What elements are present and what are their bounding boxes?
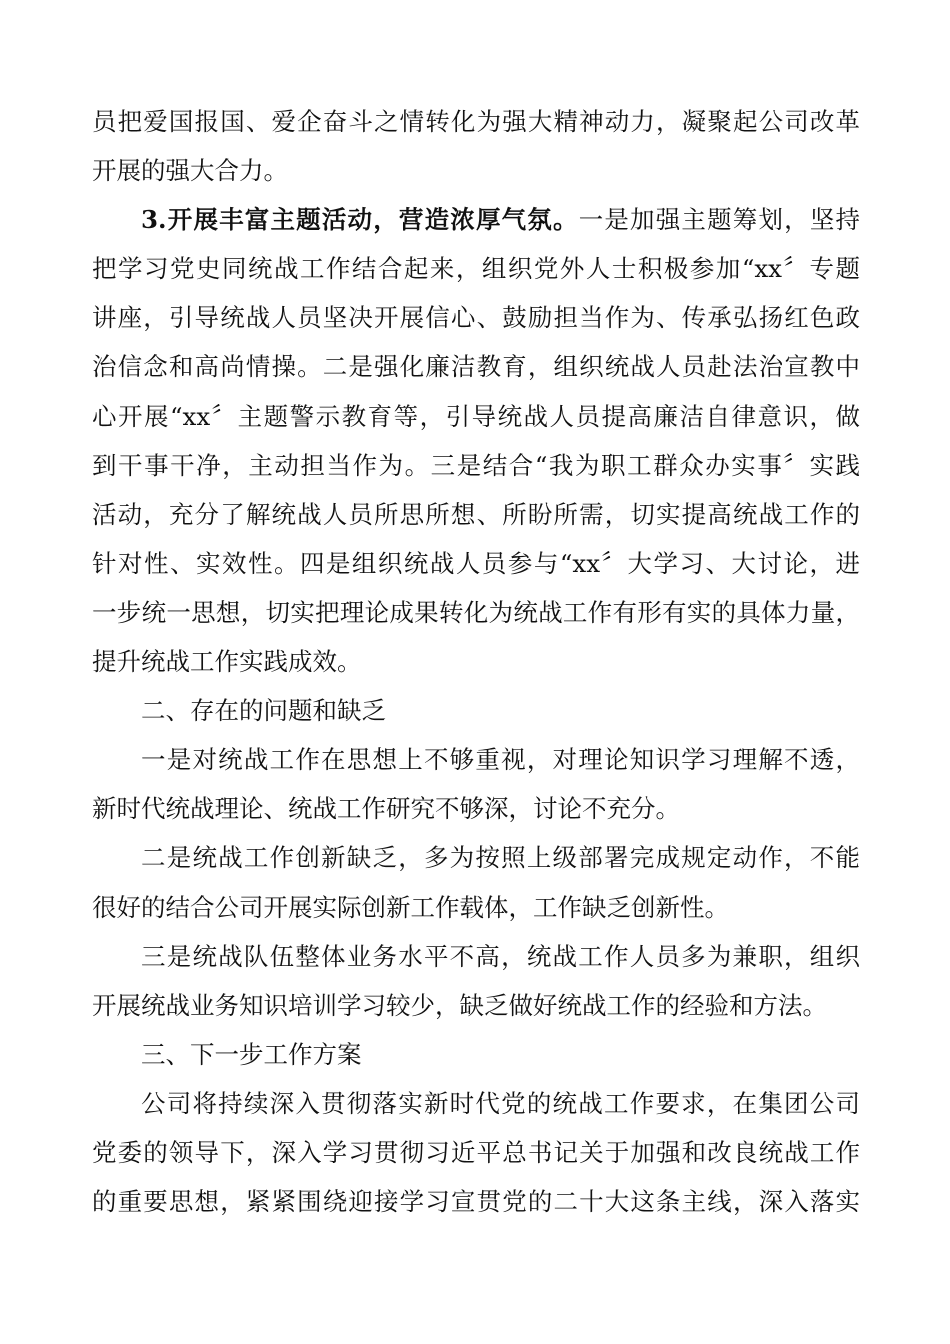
- paragraph-next-steps: [92, 1079, 860, 1226]
- text-line: 一是对统战工作在思想上不够重视，对理论知识学习理解不透，: [141, 745, 860, 775]
- text-line: 的重要思想，紧紧围绕迎接学习宣贯党的二十大这条主线，深入落实: [92, 1187, 860, 1217]
- section-heading-problems: 二、存在的问题和缺乏: [141, 696, 386, 726]
- text-line: 一步统一思想，切实把理论成果转化为统战工作有形有实的具体力量，: [92, 597, 860, 627]
- text-line: 开展的强大合力。: [92, 156, 288, 186]
- paragraph-intro-end: [92, 97, 860, 195]
- text-line: 员把爱国报国、爱企奋斗之情转化为强大精神动力，凝聚起公司改革: [92, 107, 860, 136]
- text-line: 心开展“xx〞主题警示教育等，引导统战人员提高廉洁自律意识，做: [92, 401, 860, 431]
- text-line: 三是统战队伍整体业务水平不高，统战工作人员多为兼职，组织: [141, 941, 860, 971]
- paragraph-problem-3: [92, 932, 860, 1030]
- paragraph-lead-rest: 一是加强主题筹划，坚持: [578, 205, 861, 235]
- text-line: 党委的领导下，深入学习贯彻习近平总书记关于加强和改良统战工作: [92, 1137, 860, 1167]
- text-line: 活动，充分了解统战人员所思所想、所盼所需，切实提高统战工作的: [92, 499, 860, 529]
- paragraph-problem-1: [92, 735, 860, 833]
- text-line: 很好的结合公司开展实际创新工作载体，工作缺乏创新性。: [92, 892, 729, 922]
- paragraph-3-themed-activities: [92, 195, 860, 686]
- text-line: [92, 195, 860, 244]
- text-line: 公司将持续深入贯彻落实新时代党的统战工作要求，在集团公司: [141, 1088, 860, 1118]
- text-line: 治信念和高尚情操。二是强化廉洁教育，组织统战人员赴法治宣教中: [92, 352, 860, 382]
- document-page: [92, 97, 860, 1226]
- text-line: 把学习党史同统战工作结合起来，组织党外人士积极参加“xx〞专题: [92, 254, 860, 284]
- text-line: 新时代统战理论、统战工作研究不够深，讨论不充分。: [92, 794, 680, 824]
- text-line: 讲座，引导统战人员坚决开展信心、鼓励担当作为、传承弘扬红色政: [92, 303, 860, 333]
- text-line: 二是统战工作创新缺乏，多为按照上级部署完成规定动作，不能: [141, 843, 860, 873]
- text-line: 到干事干净，主动担当作为。三是结合“我为职工群众办实事〞实践: [92, 450, 860, 480]
- text-line: 针对性、实效性。四是组织统战人员参与“xx〞大学习、大讨论，进: [92, 548, 860, 578]
- text-line: 开展统战业务知识培训学习较少，缺乏做好统战工作的经验和方法。: [92, 990, 827, 1020]
- text-line: 提升统战工作实践成效。: [92, 647, 362, 677]
- paragraph-bold-lead: 3.开展丰富主题活动，营造浓厚气氛。: [141, 205, 579, 235]
- section-heading-next-steps: 三、下一步工作方案: [141, 1039, 362, 1069]
- paragraph-problem-2: [92, 833, 860, 931]
